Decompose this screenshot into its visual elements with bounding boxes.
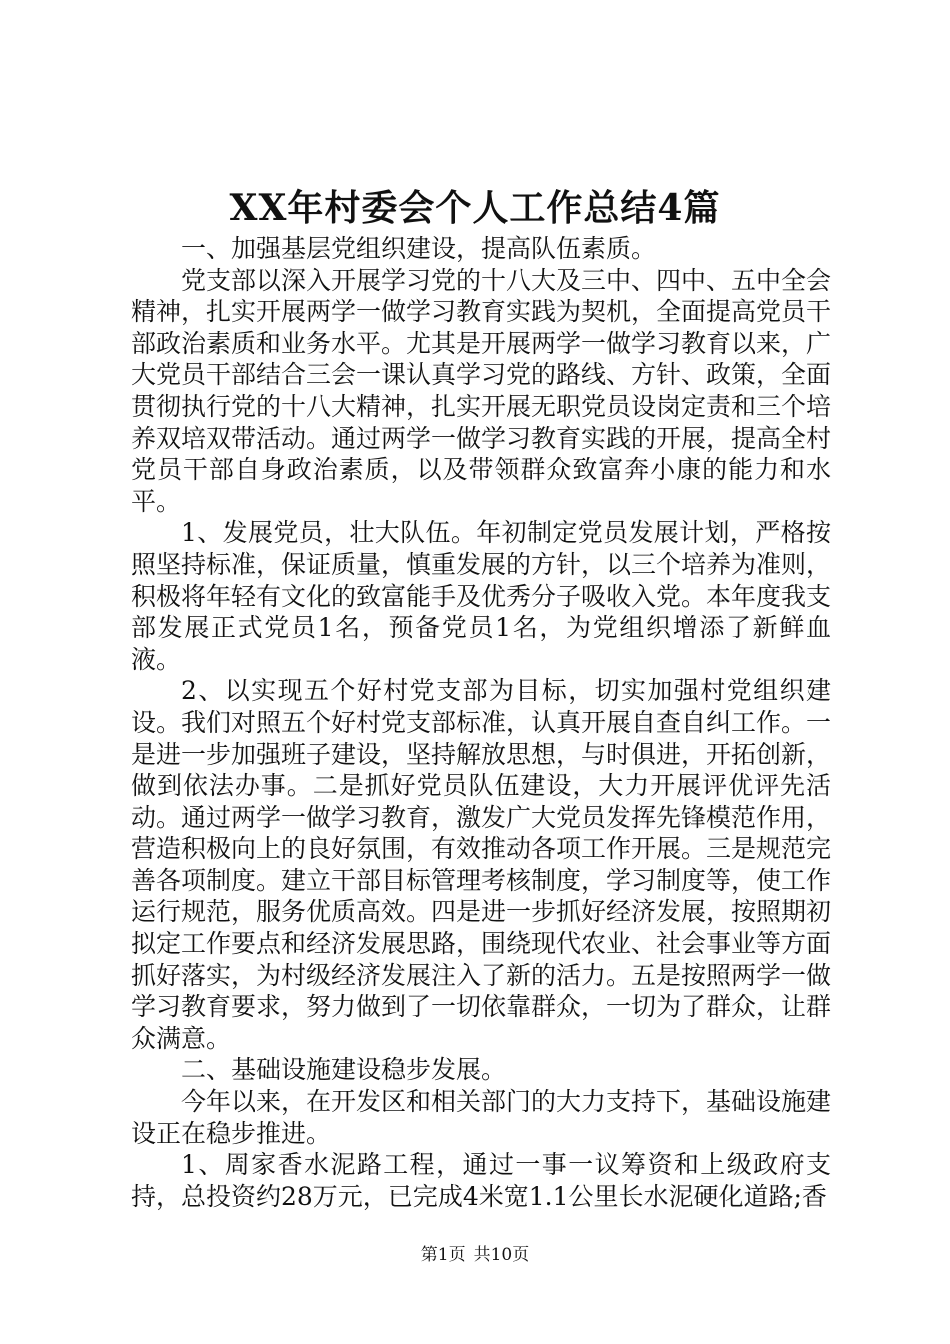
paragraph-five-good-branch: 2、以实现五个好村党支部为目标，切实加强村党组织建设。我们对照五个好村党支部标准，认真开展自查自纠工作。一是进一步加强班子建设，坚持解放思想，与时俱进，开拓创新，做到依法办事。二是抓好党员队伍建设，大力开展评优评先活动。通过两学一做学习教育，激发广大党员发挥先锋模范作用，营造积极向上的良好氛围，有效推动各项工作开展。三是规范完善各项制度。建立干部目标管理考核制度，学习制度等，使工作运行规范，服务优质高效。四是进一步抓好经济发展，按照期初拟定工作要点和经济发展思路，围绕现代农业、社会事业等方面抓好落实，为村级经济发展注入了新的活力。五是按照两学一做学习教育要求，努力做到了一切依靠群众，一切为了群众，让群众满意。: [131, 676, 832, 1053]
paragraph-develop-members: 1、发展党员，壮大队伍。年初制定党员发展计划，严格按照坚持标准，保证质量，慎重发展的方针，以三个培养为准则，积极将年轻有文化的致富能手及优秀分子吸收入党。本年度我支部发展正式党员1名，预备党员1名，为党组织增添了新鲜血液。: [131, 518, 832, 674]
page-footer: [0, 1243, 950, 1267]
document-body: [131, 233, 831, 1212]
paragraph-infrastructure-intro: 今年以来，在开发区和相关部门的大力支持下，基础设施建设正在稳步推进。: [131, 1087, 832, 1148]
paragraph-party-branch: 党支部以深入开展学习党的十八大及三中、四中、五中全会精神，扎实开展两学一做学习教育实践为契机，全面提高党员干部政治素质和业务水平。尤其是开展两学一做学习教育以来，广大党员干部结合三会一课认真学习党的路线、方针、政策，全面贯彻执行党的十八大精神，扎实开展无职党员设岗定责和三个培养双培双带活动。通过两学一做学习教育实践的开展，提高全村党员干部自身政治素质，以及带领群众致富奔小康的能力和水平。: [131, 265, 832, 516]
paragraph-section-one-heading: 一、加强基层党组织建设，提高队伍素质。: [181, 234, 657, 263]
paragraph-cement-road: 1、周家香水泥路工程，通过一事一议筹资和上级政府支持，总投资约28万元，已完成4米宽1.1公里长水泥硬化道路;香: [131, 1150, 831, 1211]
page-total: 共10页: [473, 1245, 530, 1265]
document-title: XX年村委会个人工作总结4篇: [229, 187, 721, 229]
paragraph-section-two-heading: 二、基础设施建设稳步发展。: [181, 1055, 507, 1085]
page-number: 第1页: [420, 1245, 466, 1265]
